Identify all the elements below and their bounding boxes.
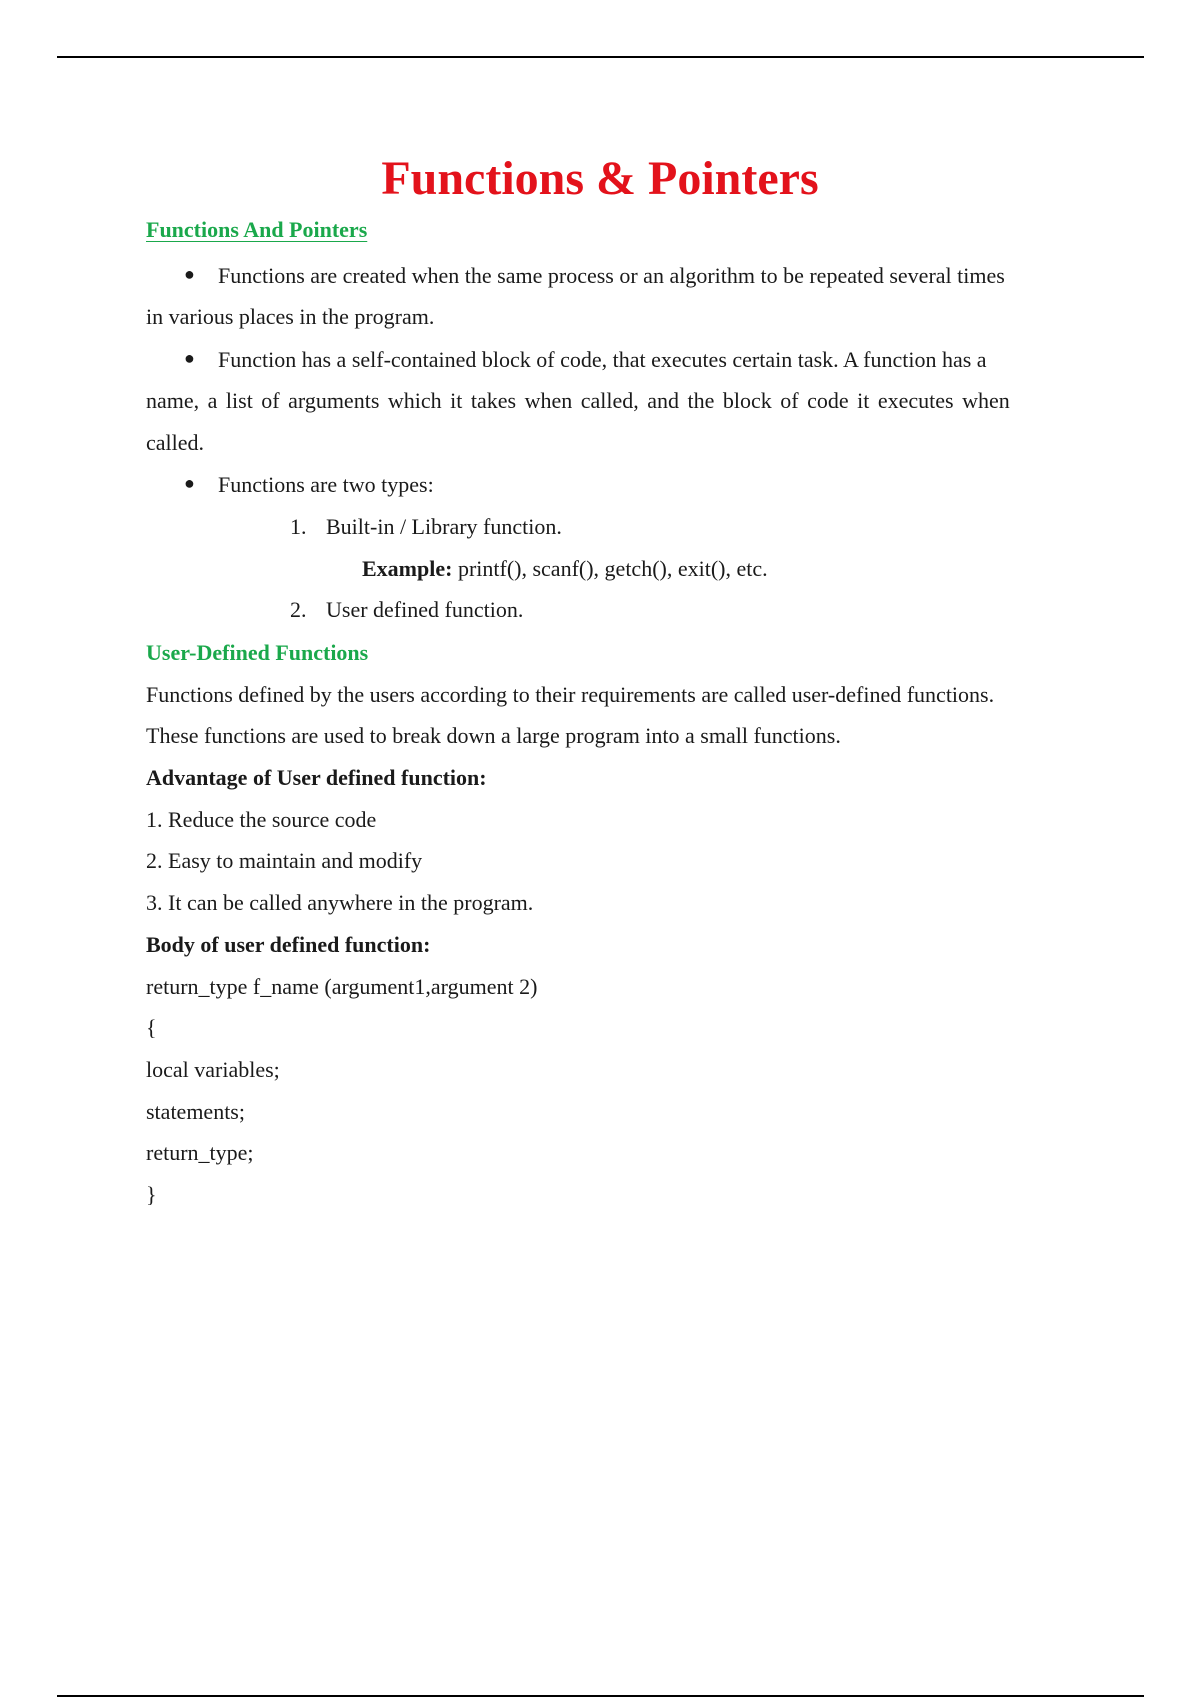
bullet-2-line-1: Function has a self-contained block of code, that executes certain task. A function has a — [218, 347, 987, 372]
bullet-icon: ● — [184, 348, 195, 368]
bullet-icon: ● — [184, 264, 195, 284]
bottom-rule — [57, 1695, 1144, 1697]
bullet-1-line-2: in various places in the program. — [146, 304, 435, 329]
paragraph-line-2: These functions are used to break down a large program into a small functions. — [146, 723, 841, 748]
section-heading-user-defined-functions: User-Defined Functions — [146, 640, 369, 665]
type-1-text: Built-in / Library function. — [326, 514, 562, 539]
bullet-3-line-1: Functions are two types: — [218, 472, 434, 497]
advantage-heading: Advantage of User defined function: — [146, 765, 487, 790]
top-rule — [57, 56, 1144, 58]
type-2-number: 2. — [290, 597, 307, 622]
bullet-2-line-2: name, a list of arguments which it takes when called, and the block of code it executes when — [146, 388, 1010, 413]
advantage-item: 2. Easy to maintain and modify — [146, 848, 423, 873]
advantage-item: 1. Reduce the source code — [146, 807, 377, 832]
type-1-number: 1. — [290, 514, 307, 539]
code-line: } — [146, 1182, 157, 1207]
example-line — [362, 548, 768, 590]
code-line: statements; — [146, 1099, 245, 1124]
type-2-text: User defined function. — [326, 597, 524, 622]
code-line: local variables; — [146, 1057, 280, 1082]
bullet-2-line-3: called. — [146, 430, 205, 455]
code-line: { — [146, 1015, 157, 1040]
bullet-icon: ● — [184, 473, 195, 493]
section-heading-functions-and-pointers: Functions And Pointers — [146, 217, 368, 242]
bullet-1-line-1: Functions are created when the same process or an algorithm to be repeated several times — [218, 263, 1005, 288]
example-label: Example: — [362, 556, 453, 581]
body-heading: Body of user defined function: — [146, 932, 431, 957]
paragraph-line-1: Functions defined by the users according to their requirements are called user-defined functions. — [146, 682, 995, 707]
code-line: return_type; — [146, 1140, 254, 1165]
advantage-item: 3. It can be called anywhere in the program. — [146, 890, 534, 915]
code-line: return_type f_name (argument1,argument 2) — [146, 974, 538, 999]
page-title: Functions & Pointers — [381, 152, 819, 205]
example-text: printf(), scanf(), getch(), exit(), etc. — [457, 556, 768, 581]
